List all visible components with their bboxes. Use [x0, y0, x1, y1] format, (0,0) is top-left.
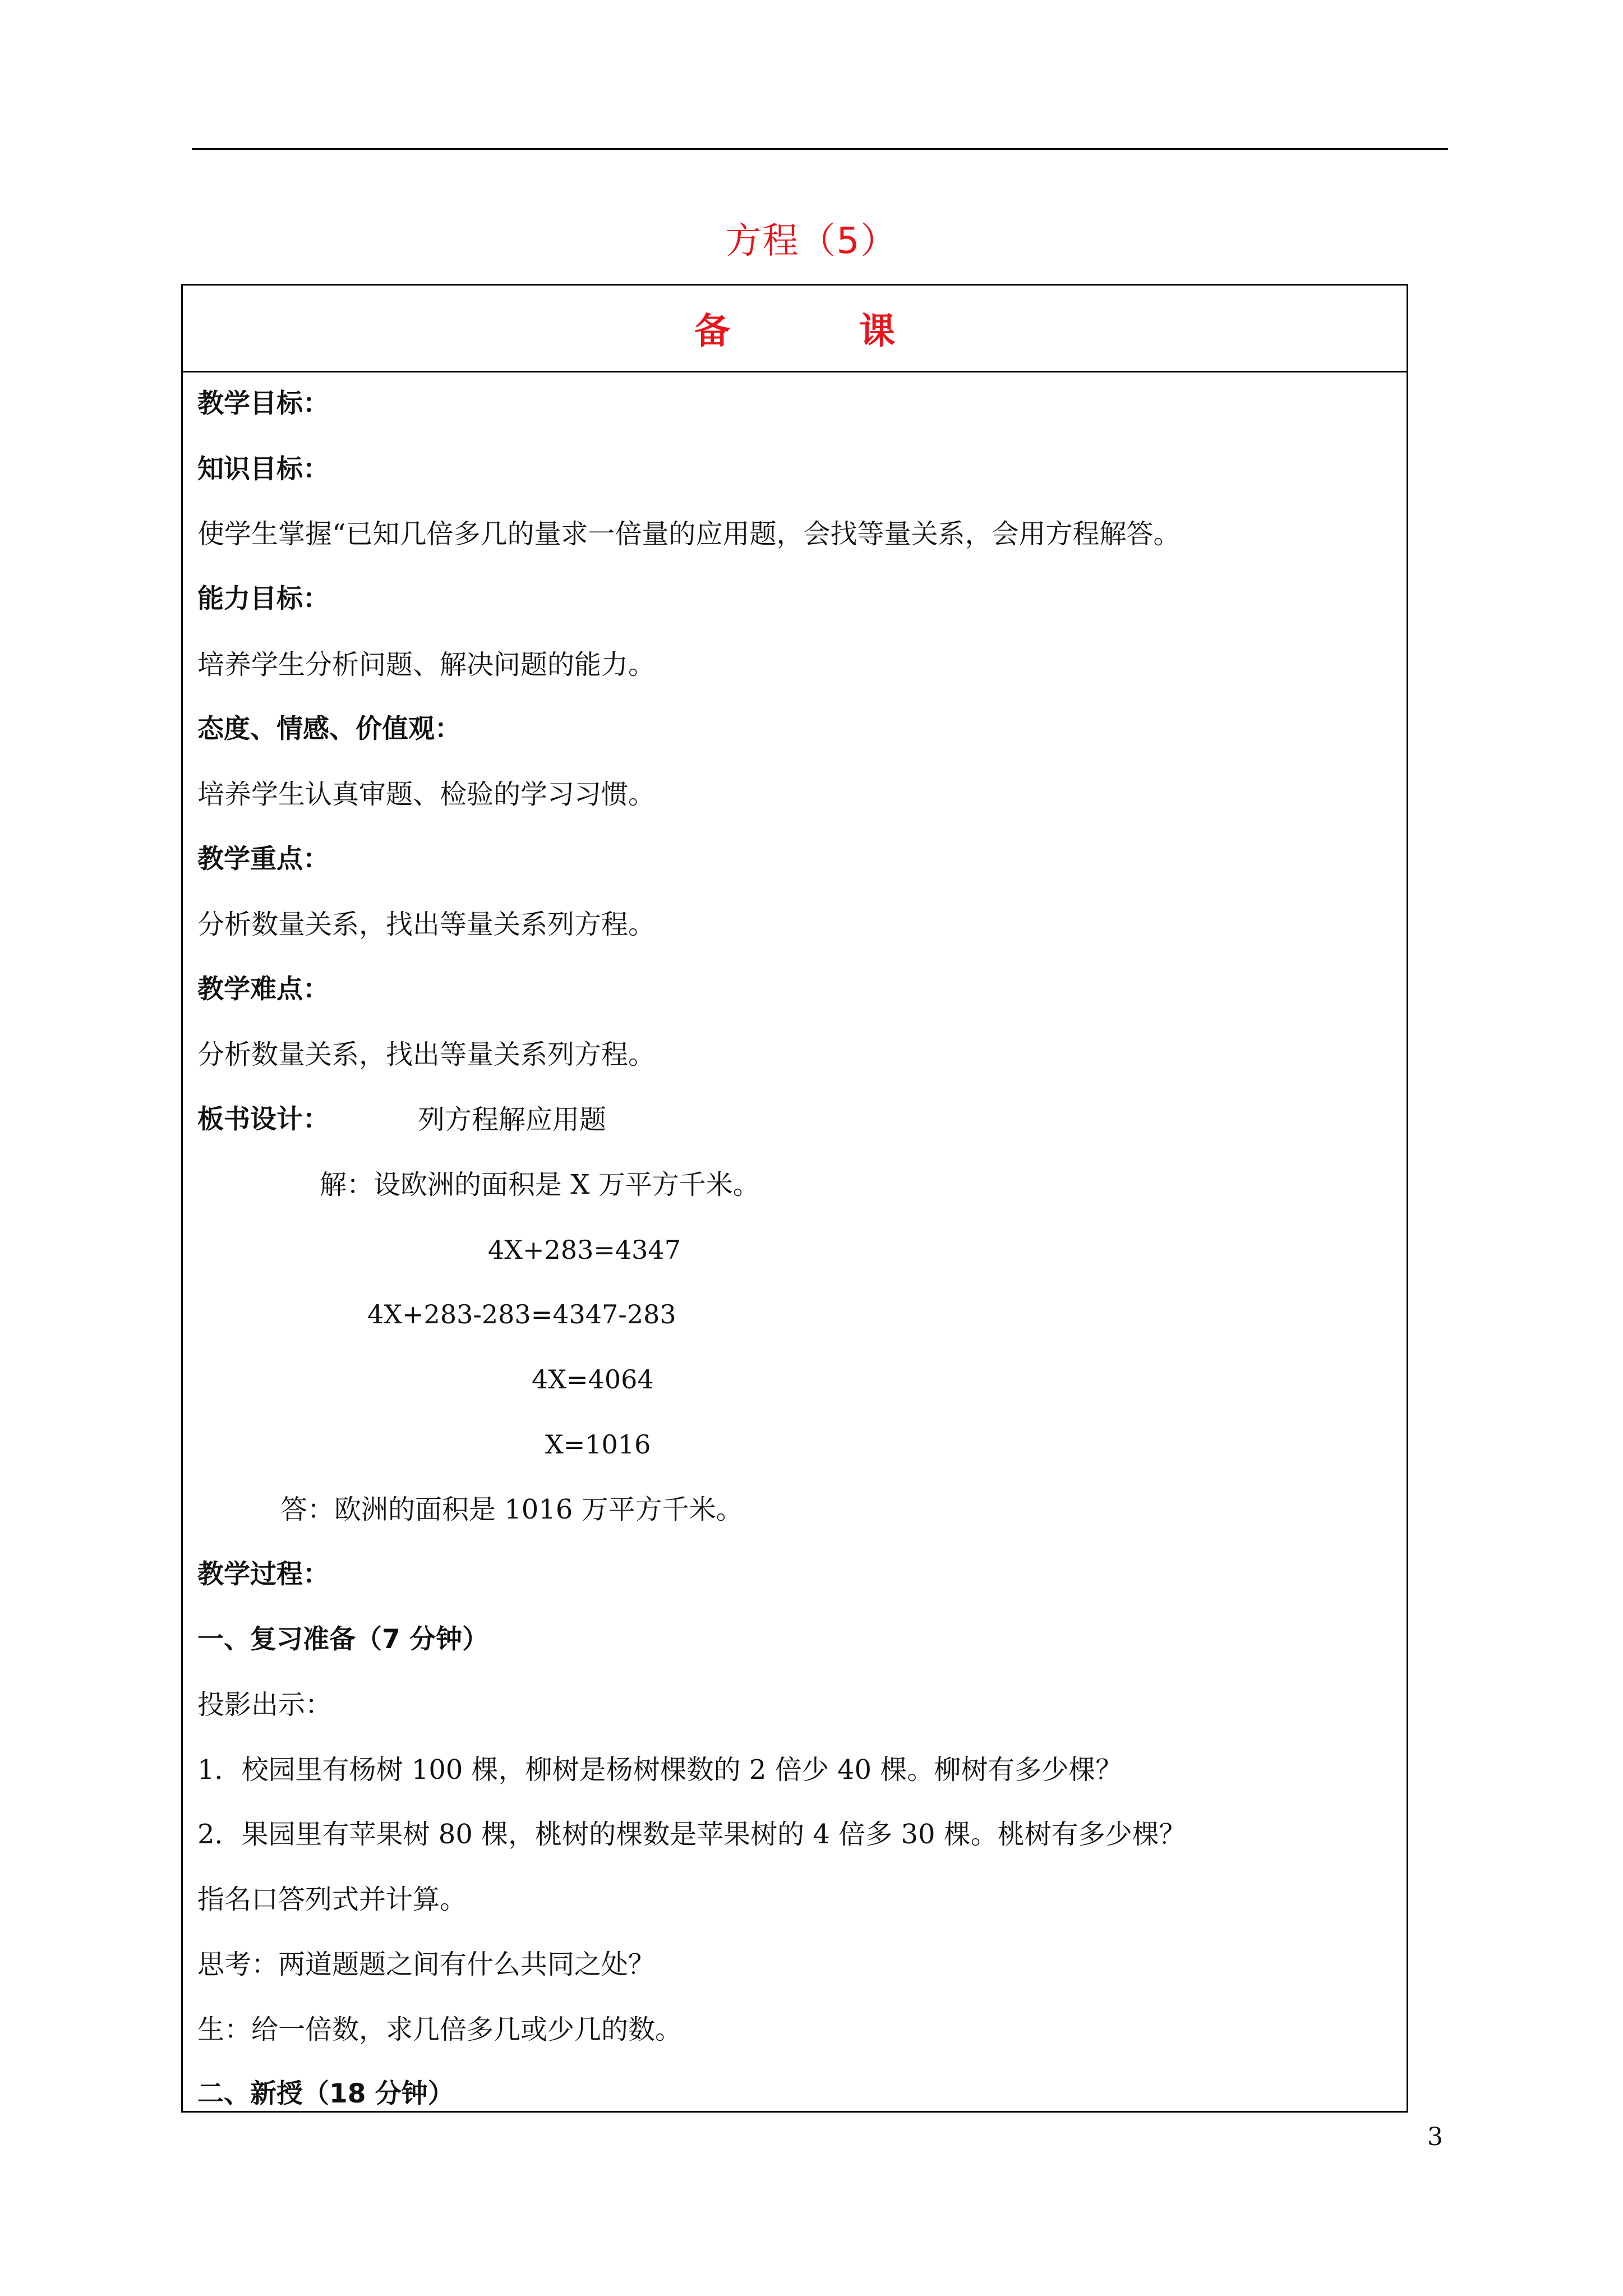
text-think: 思考：两道题题之间有什么共同之处？ — [197, 1949, 656, 1980]
section-header-right: 课 — [859, 311, 895, 352]
text-knowledge-goal: 使学生掌握“已知几倍多几的量求一倍量的应用题，会找等量关系，会用方程解答。 — [197, 518, 1181, 550]
heading-new-lesson: 二、新授（18 分钟） — [197, 2078, 454, 2109]
text-oral-answer: 指名口答列式并计算。 — [197, 1884, 467, 1915]
heading-key-points: 教学重点： — [197, 844, 329, 875]
text-answer: 答：欧洲的面积是 1016 万平方千米。 — [280, 1494, 743, 1525]
equation-4: X=1016 — [545, 1429, 651, 1460]
heading-knowledge-goals: 知识目标： — [197, 454, 329, 485]
document-title: 方程（5） — [725, 220, 898, 262]
equation-1: 4X+283=4347 — [488, 1235, 681, 1265]
header-rule — [192, 148, 1448, 150]
heading-attitude-values: 态度、情感、价值观： — [197, 714, 461, 744]
heading-difficult-points: 教学难点： — [197, 974, 329, 1005]
section-header-left: 备 — [694, 311, 730, 352]
text-key-points: 分析数量关系，找出等量关系列方程。 — [197, 909, 656, 940]
heading-review: 一、复习准备（7 分钟） — [197, 1624, 489, 1655]
equation-3: 4X=4064 — [532, 1364, 654, 1395]
text-board-design-title: 列方程解应用题 — [418, 1104, 607, 1135]
text-projection: 投影出示： — [197, 1689, 333, 1720]
equation-2: 4X+283-283=4347-283 — [367, 1299, 676, 1329]
page-number: 3 — [1427, 2123, 1443, 2151]
heading-teaching-goals: 教学目标： — [197, 388, 329, 419]
heading-teaching-process: 教学过程： — [197, 1559, 329, 1590]
text-solution-let: 解：设欧洲的面积是 X 万平方千米。 — [320, 1169, 760, 1200]
section-header — [183, 286, 1407, 372]
text-problem-1: 1．校园里有杨树 100 棵，柳树是杨树棵数的 2 倍少 40 棵。柳树有多少棵？ — [197, 1754, 1123, 1786]
heading-board-design: 板书设计： — [197, 1104, 329, 1135]
text-student-answer: 生：给一倍数，求几倍多几或少几的数。 — [197, 2014, 683, 2045]
text-difficult-points: 分析数量关系，找出等量关系列方程。 — [197, 1039, 656, 1070]
text-problem-2: 2．果园里有苹果树 80 棵，桃树的棵数是苹果树的 4 倍多 30 棵。桃树有多少棵？ — [197, 1819, 1186, 1850]
text-ability-goal: 培养学生分析问题、解决问题的能力。 — [197, 649, 656, 680]
heading-ability-goals: 能力目标： — [197, 583, 329, 614]
text-attitude-values: 培养学生认真审题、检验的学习习惯。 — [197, 779, 656, 810]
